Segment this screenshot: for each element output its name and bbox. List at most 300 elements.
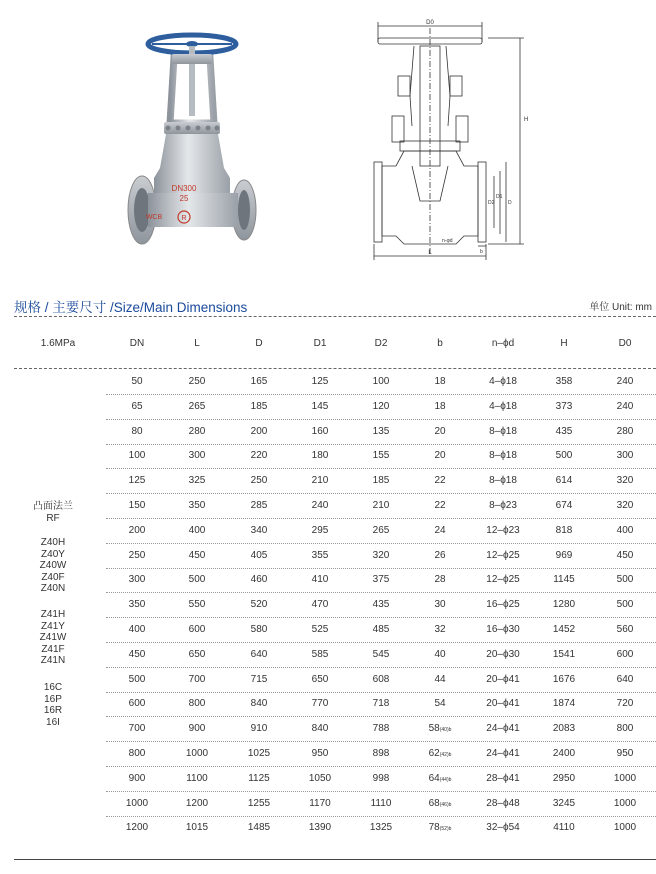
cell-d-value: 460 (250, 574, 268, 586)
cell-l (189, 500, 206, 511)
cell-l (189, 450, 206, 461)
cell-d (251, 426, 268, 437)
cell-d1 (312, 500, 329, 511)
cell-d1-value: 770 (311, 698, 329, 710)
col-header-dn: DN (129, 338, 145, 349)
cell-d2-value: 265 (372, 524, 390, 536)
cell-b-value: 24 (434, 524, 446, 536)
cell-n-d (489, 401, 517, 412)
cell-n-d-value: 16–ϕ30 (486, 624, 520, 635)
cell-h (553, 649, 575, 660)
cell-d0 (617, 698, 634, 709)
valve-dimension-drawing (370, 16, 535, 261)
cell-b (429, 723, 452, 734)
cell-d1-value: 950 (311, 748, 329, 759)
cell-b (429, 748, 452, 759)
cell-b-note: (44)b (439, 776, 452, 783)
cell-d0 (617, 550, 634, 561)
cell-n-d-value: 24–ϕ41 (486, 748, 520, 759)
cell-d (251, 624, 268, 635)
cell-d2-value: 100 (372, 376, 390, 387)
label-b: b (480, 249, 483, 255)
cell-d1 (312, 525, 329, 536)
cell-l-value: 550 (188, 599, 206, 611)
row-separator (106, 518, 656, 519)
cell-d2 (373, 475, 390, 486)
cell-d1 (312, 723, 329, 734)
cell-h (553, 574, 575, 585)
cell-d2-value: 485 (372, 624, 390, 635)
svg-text:R: R (181, 215, 187, 222)
cell-d-value: 840 (250, 698, 268, 710)
cell-dn (126, 798, 148, 809)
material-code: 16I (46, 716, 60, 728)
cell-d0 (617, 574, 634, 585)
cell-l-value: 325 (188, 475, 206, 487)
cell-l (189, 649, 206, 660)
cell-d2-value: 155 (372, 450, 390, 462)
photo-marking-pressure: 25 (179, 194, 189, 203)
model-code: Z40N (40, 583, 66, 594)
cell-h (556, 376, 573, 387)
cell-dn-value: 1200 (125, 822, 149, 834)
cell-h (553, 773, 575, 784)
cell-d0-value: 320 (616, 475, 634, 487)
cell-dn (131, 376, 142, 387)
cell-d-value: 580 (250, 624, 268, 635)
cell-h-value: 969 (555, 549, 573, 561)
row-separator (106, 592, 656, 593)
cell-d1-value: 410 (311, 574, 329, 586)
col-header-b: b (437, 338, 443, 349)
cell-b-value: 78 (428, 822, 440, 834)
cell-h-value: 1452 (552, 624, 576, 635)
cell-dn-value: 150 (128, 500, 146, 511)
cell-n-d (489, 426, 517, 437)
cell-d2 (373, 426, 390, 437)
cell-b-value: 32 (434, 624, 446, 635)
cell-d-value: 340 (250, 524, 268, 536)
cell-d0 (617, 376, 634, 387)
cell-d2 (373, 698, 390, 709)
cell-d1 (312, 649, 329, 660)
cell-dn (129, 723, 146, 734)
cell-n-d (486, 525, 519, 536)
cell-l-value: 800 (188, 698, 206, 710)
cell-dn-value: 300 (128, 574, 146, 586)
cell-d2 (371, 798, 392, 809)
row-separator (106, 692, 656, 693)
cell-d (251, 475, 268, 486)
cell-dn-value: 80 (131, 425, 143, 437)
cell-d-value: 405 (250, 549, 268, 561)
cell-d1 (309, 773, 331, 784)
cell-d2 (373, 599, 390, 610)
cell-dn (129, 450, 146, 461)
material-code: 16R (43, 705, 63, 716)
cell-d1-value: 240 (311, 500, 329, 511)
cell-l (186, 822, 208, 833)
cell-l-value: 650 (188, 648, 206, 660)
cell-d0 (617, 599, 634, 610)
col-header-d0: D0 (618, 338, 632, 349)
cell-d-value: 715 (250, 673, 268, 685)
cell-l (186, 798, 208, 809)
cell-h (556, 525, 573, 536)
cell-l (189, 475, 206, 486)
cell-b-value: 28 (434, 574, 446, 586)
cell-l-value: 900 (188, 723, 206, 735)
cell-d1 (312, 426, 329, 437)
cell-h-value: 1874 (552, 698, 576, 710)
cell-d2 (373, 525, 390, 536)
cell-dn (129, 624, 146, 635)
cell-d1 (309, 798, 331, 809)
cell-b (434, 426, 445, 437)
row-separator (106, 642, 656, 643)
cell-d0 (614, 798, 636, 809)
cell-l (189, 525, 206, 536)
cell-dn (129, 698, 146, 709)
cell-l (189, 550, 206, 561)
cell-h (556, 550, 573, 561)
cell-b (429, 773, 452, 784)
cell-b (434, 624, 445, 635)
cell-l-value: 1200 (185, 797, 209, 809)
cell-d-value: 910 (250, 723, 268, 735)
cell-d2-value: 998 (372, 772, 390, 784)
cell-d0 (617, 401, 634, 412)
cell-l (189, 624, 206, 635)
cell-dn-value: 700 (128, 723, 146, 735)
cell-b-value: 20 (434, 450, 446, 462)
model-code: Z41N (40, 655, 66, 666)
model-code: Z40Y (41, 548, 65, 560)
cell-d (251, 401, 268, 412)
cell-h (553, 624, 575, 635)
cell-d0 (617, 450, 634, 461)
flange-en: RF (46, 512, 60, 524)
cell-d2 (373, 649, 390, 660)
cell-d2 (373, 550, 390, 561)
cell-d2-value: 788 (372, 723, 390, 735)
cell-n-d-value: 8–ϕ23 (489, 500, 517, 511)
side-label-group3 (28, 682, 78, 728)
cell-d (251, 550, 268, 561)
cell-n-d-value: 28–ϕ48 (486, 797, 520, 809)
cell-n-d-value: 28–ϕ41 (486, 772, 520, 784)
cell-h-value: 2400 (552, 748, 576, 759)
cell-dn-value: 600 (128, 698, 146, 710)
cell-b-value: 68 (428, 797, 440, 809)
cell-b-value: 58 (428, 723, 440, 735)
cell-h-value: 818 (555, 524, 573, 536)
cell-d (251, 649, 268, 660)
section-title: 规格 / 主要尺寸 /Size/Main Dimensions (14, 300, 248, 315)
cell-d0-value: 950 (616, 748, 634, 759)
cell-n-d-value: 20–ϕ41 (486, 698, 520, 710)
cell-d1-value: 180 (311, 450, 329, 462)
cell-d2-value: 545 (372, 648, 390, 660)
cell-d1-value: 1170 (309, 797, 331, 809)
cell-dn-value: 200 (128, 524, 146, 536)
cell-b-value: 64 (428, 772, 440, 784)
cell-d0 (617, 475, 634, 486)
cell-n-d-value: 4–ϕ18 (489, 400, 517, 412)
cell-d-value: 1025 (247, 748, 271, 759)
cell-d2 (373, 624, 390, 635)
cell-d2 (370, 822, 392, 833)
cell-d (251, 376, 268, 387)
cell-b (434, 525, 445, 536)
cell-dn (129, 475, 146, 486)
cell-dn-value: 400 (128, 624, 146, 635)
cell-d0-value: 1000 (613, 772, 637, 784)
cell-h-value: 500 (555, 450, 573, 462)
side-label-group2 (28, 609, 78, 667)
cell-dn-value: 800 (128, 748, 146, 759)
cell-dn (129, 674, 146, 685)
cell-d0 (617, 426, 634, 437)
cell-d0-value: 280 (616, 425, 634, 437)
cell-d1 (309, 822, 331, 833)
cell-n-d (486, 599, 519, 610)
cell-dn (129, 574, 146, 585)
cell-d1 (312, 401, 329, 412)
cell-n-d (486, 574, 519, 585)
model-code: Z40F (41, 571, 65, 583)
cell-h-value: 3245 (552, 797, 576, 809)
cell-b-note: (42)b (439, 752, 452, 758)
cell-dn-value: 65 (131, 400, 143, 412)
cell-dn-value: 125 (128, 475, 146, 487)
cell-l-value: 250 (188, 376, 206, 387)
cell-h (553, 822, 575, 833)
cell-d1 (312, 574, 329, 585)
cell-b-note: (46)b (439, 801, 452, 808)
cell-dn (129, 649, 146, 660)
cell-l-value: 1100 (186, 772, 208, 784)
cell-n-d-value: 12–ϕ25 (486, 549, 520, 561)
cell-d (251, 450, 268, 461)
cell-d2 (373, 500, 390, 511)
col-header-d2: D2 (374, 338, 388, 349)
cell-b (434, 550, 445, 561)
cell-d0-value: 1000 (613, 822, 637, 834)
cell-dn (129, 773, 146, 784)
cell-d1-value: 585 (311, 648, 329, 660)
row-separator (106, 791, 656, 792)
cell-b (429, 822, 452, 833)
cell-h-value: 2950 (552, 772, 576, 784)
cell-l (186, 773, 208, 784)
cell-n-d-value: 8–ϕ18 (489, 450, 517, 462)
cell-d1 (312, 376, 329, 387)
cell-h-value: 2083 (552, 723, 576, 735)
cell-l-value: 700 (188, 673, 206, 685)
cell-b-value: 18 (434, 400, 446, 412)
cell-d0-value: 240 (616, 376, 634, 387)
cell-l (189, 426, 206, 437)
model-code: Z40H (40, 537, 66, 548)
cell-b (434, 500, 445, 511)
cell-d (251, 500, 268, 511)
cell-h (553, 798, 575, 809)
cell-l (189, 401, 206, 412)
cell-h-value: 358 (555, 376, 573, 387)
cell-d2 (373, 723, 390, 734)
cell-d (248, 773, 270, 784)
cell-dn-value: 250 (128, 549, 146, 561)
cell-h-value: 614 (555, 475, 573, 487)
cell-b (429, 798, 452, 809)
cell-l (189, 698, 206, 709)
cell-n-d (486, 624, 519, 635)
cell-d0 (617, 674, 634, 685)
cell-d1-value: 145 (311, 400, 329, 412)
cell-d2 (373, 401, 390, 412)
cell-h (553, 748, 575, 759)
cell-l (189, 376, 206, 387)
cell-b (434, 475, 445, 486)
cell-d0 (617, 748, 634, 759)
cell-dn (131, 401, 142, 412)
cell-d0-value: 800 (616, 723, 634, 735)
cell-dn-value: 500 (128, 673, 146, 685)
cell-d0-value: 500 (616, 599, 634, 611)
cell-d1-value: 355 (311, 549, 329, 561)
cell-dn-value: 350 (128, 599, 146, 611)
cell-h (553, 674, 575, 685)
cell-dn (129, 599, 146, 610)
row-separator (106, 493, 656, 494)
cell-d (248, 748, 270, 759)
cell-d0 (614, 822, 636, 833)
cell-l-value: 1000 (185, 748, 209, 759)
cell-n-d (486, 698, 519, 709)
cell-d-value: 1485 (247, 822, 271, 834)
cell-dn (129, 748, 146, 759)
cell-d1-value: 1050 (308, 772, 332, 784)
cell-d1 (312, 698, 329, 709)
cell-dn (126, 822, 148, 833)
cell-h-value: 1280 (552, 599, 576, 611)
pressure-header: 1.6MPa (40, 338, 76, 349)
cell-d2-value: 1110 (370, 797, 392, 809)
cell-d0 (617, 525, 634, 536)
cell-b-value: 62 (428, 748, 440, 759)
cell-dn-value: 450 (128, 648, 146, 660)
cell-d1-value: 295 (311, 524, 329, 536)
cell-b-value: 22 (434, 500, 446, 511)
cell-b-note: (40)b (439, 727, 452, 734)
col-header-n-d: n–ϕd (491, 338, 515, 349)
header-rule-bottom (14, 368, 656, 369)
model-code: Z41W (39, 632, 67, 643)
cell-n-d (486, 773, 519, 784)
cell-n-d (486, 723, 519, 734)
cell-d-value: 640 (250, 648, 268, 660)
cell-d2-value: 375 (372, 574, 390, 586)
cell-h-value: 4110 (553, 822, 575, 834)
cell-l-value: 400 (188, 524, 206, 536)
cell-n-d-value: 12–ϕ25 (486, 574, 520, 586)
cell-h (553, 698, 575, 709)
cell-dn-value: 50 (131, 376, 143, 387)
cell-d0-value: 640 (616, 673, 634, 685)
cell-d1 (312, 748, 329, 759)
cell-d1-value: 210 (311, 475, 329, 487)
cell-h (553, 723, 575, 734)
cell-d2-value: 185 (372, 475, 390, 487)
model-code: Z41H (40, 609, 66, 620)
cell-d0-value: 720 (616, 698, 634, 710)
cell-n-d-value: 12–ϕ23 (486, 524, 520, 536)
cell-h-value: 1145 (553, 574, 575, 586)
cell-l-value: 450 (188, 549, 206, 561)
cell-b (434, 401, 445, 412)
cell-n-d-value: 8–ϕ18 (489, 475, 517, 487)
row-separator (106, 568, 656, 569)
cell-d2 (373, 376, 390, 387)
cell-b-value: 22 (434, 475, 446, 487)
cell-b (434, 649, 445, 660)
cell-d0-value: 600 (616, 648, 634, 660)
cell-d2-value: 120 (372, 400, 390, 412)
cell-dn (131, 426, 142, 437)
cell-d0-value: 400 (616, 524, 634, 536)
cell-h (556, 401, 573, 412)
cell-b-value: 40 (434, 648, 446, 660)
cell-d1-value: 1390 (308, 822, 332, 834)
cell-d (248, 798, 270, 809)
cell-d1 (312, 450, 329, 461)
cell-d (251, 574, 268, 585)
label-h: H (524, 117, 529, 123)
cell-d2-value: 608 (372, 673, 390, 685)
cell-d-value: 250 (250, 475, 268, 487)
cell-n-d (489, 500, 517, 511)
cell-b (434, 574, 445, 585)
cell-n-d (486, 798, 519, 809)
row-separator (106, 468, 656, 469)
cell-d-value: 165 (250, 376, 268, 387)
cell-d (251, 599, 268, 610)
cell-d1-value: 525 (311, 624, 329, 635)
cell-l (189, 723, 206, 734)
cell-l-value: 265 (188, 400, 206, 412)
cell-d0 (617, 500, 634, 511)
cell-b-value: 18 (434, 376, 446, 387)
label-l: L (428, 250, 432, 256)
cell-n-d (486, 649, 519, 660)
cell-h (556, 426, 573, 437)
cell-h-value: 674 (555, 500, 573, 511)
cell-h-value: 435 (555, 425, 573, 437)
cell-l-value: 1015 (185, 822, 209, 834)
cell-d2-value: 135 (372, 425, 390, 437)
cell-l-value: 500 (188, 574, 206, 586)
cell-d0 (617, 649, 634, 660)
cell-d2 (373, 574, 390, 585)
cell-b-note: (52)b (439, 826, 452, 833)
label-d0: D0 (426, 20, 434, 26)
side-label-flange (28, 501, 78, 524)
cell-l (186, 748, 208, 759)
cell-l (189, 599, 206, 610)
cell-d-value: 520 (250, 599, 268, 611)
cell-d1-value: 160 (311, 425, 329, 437)
